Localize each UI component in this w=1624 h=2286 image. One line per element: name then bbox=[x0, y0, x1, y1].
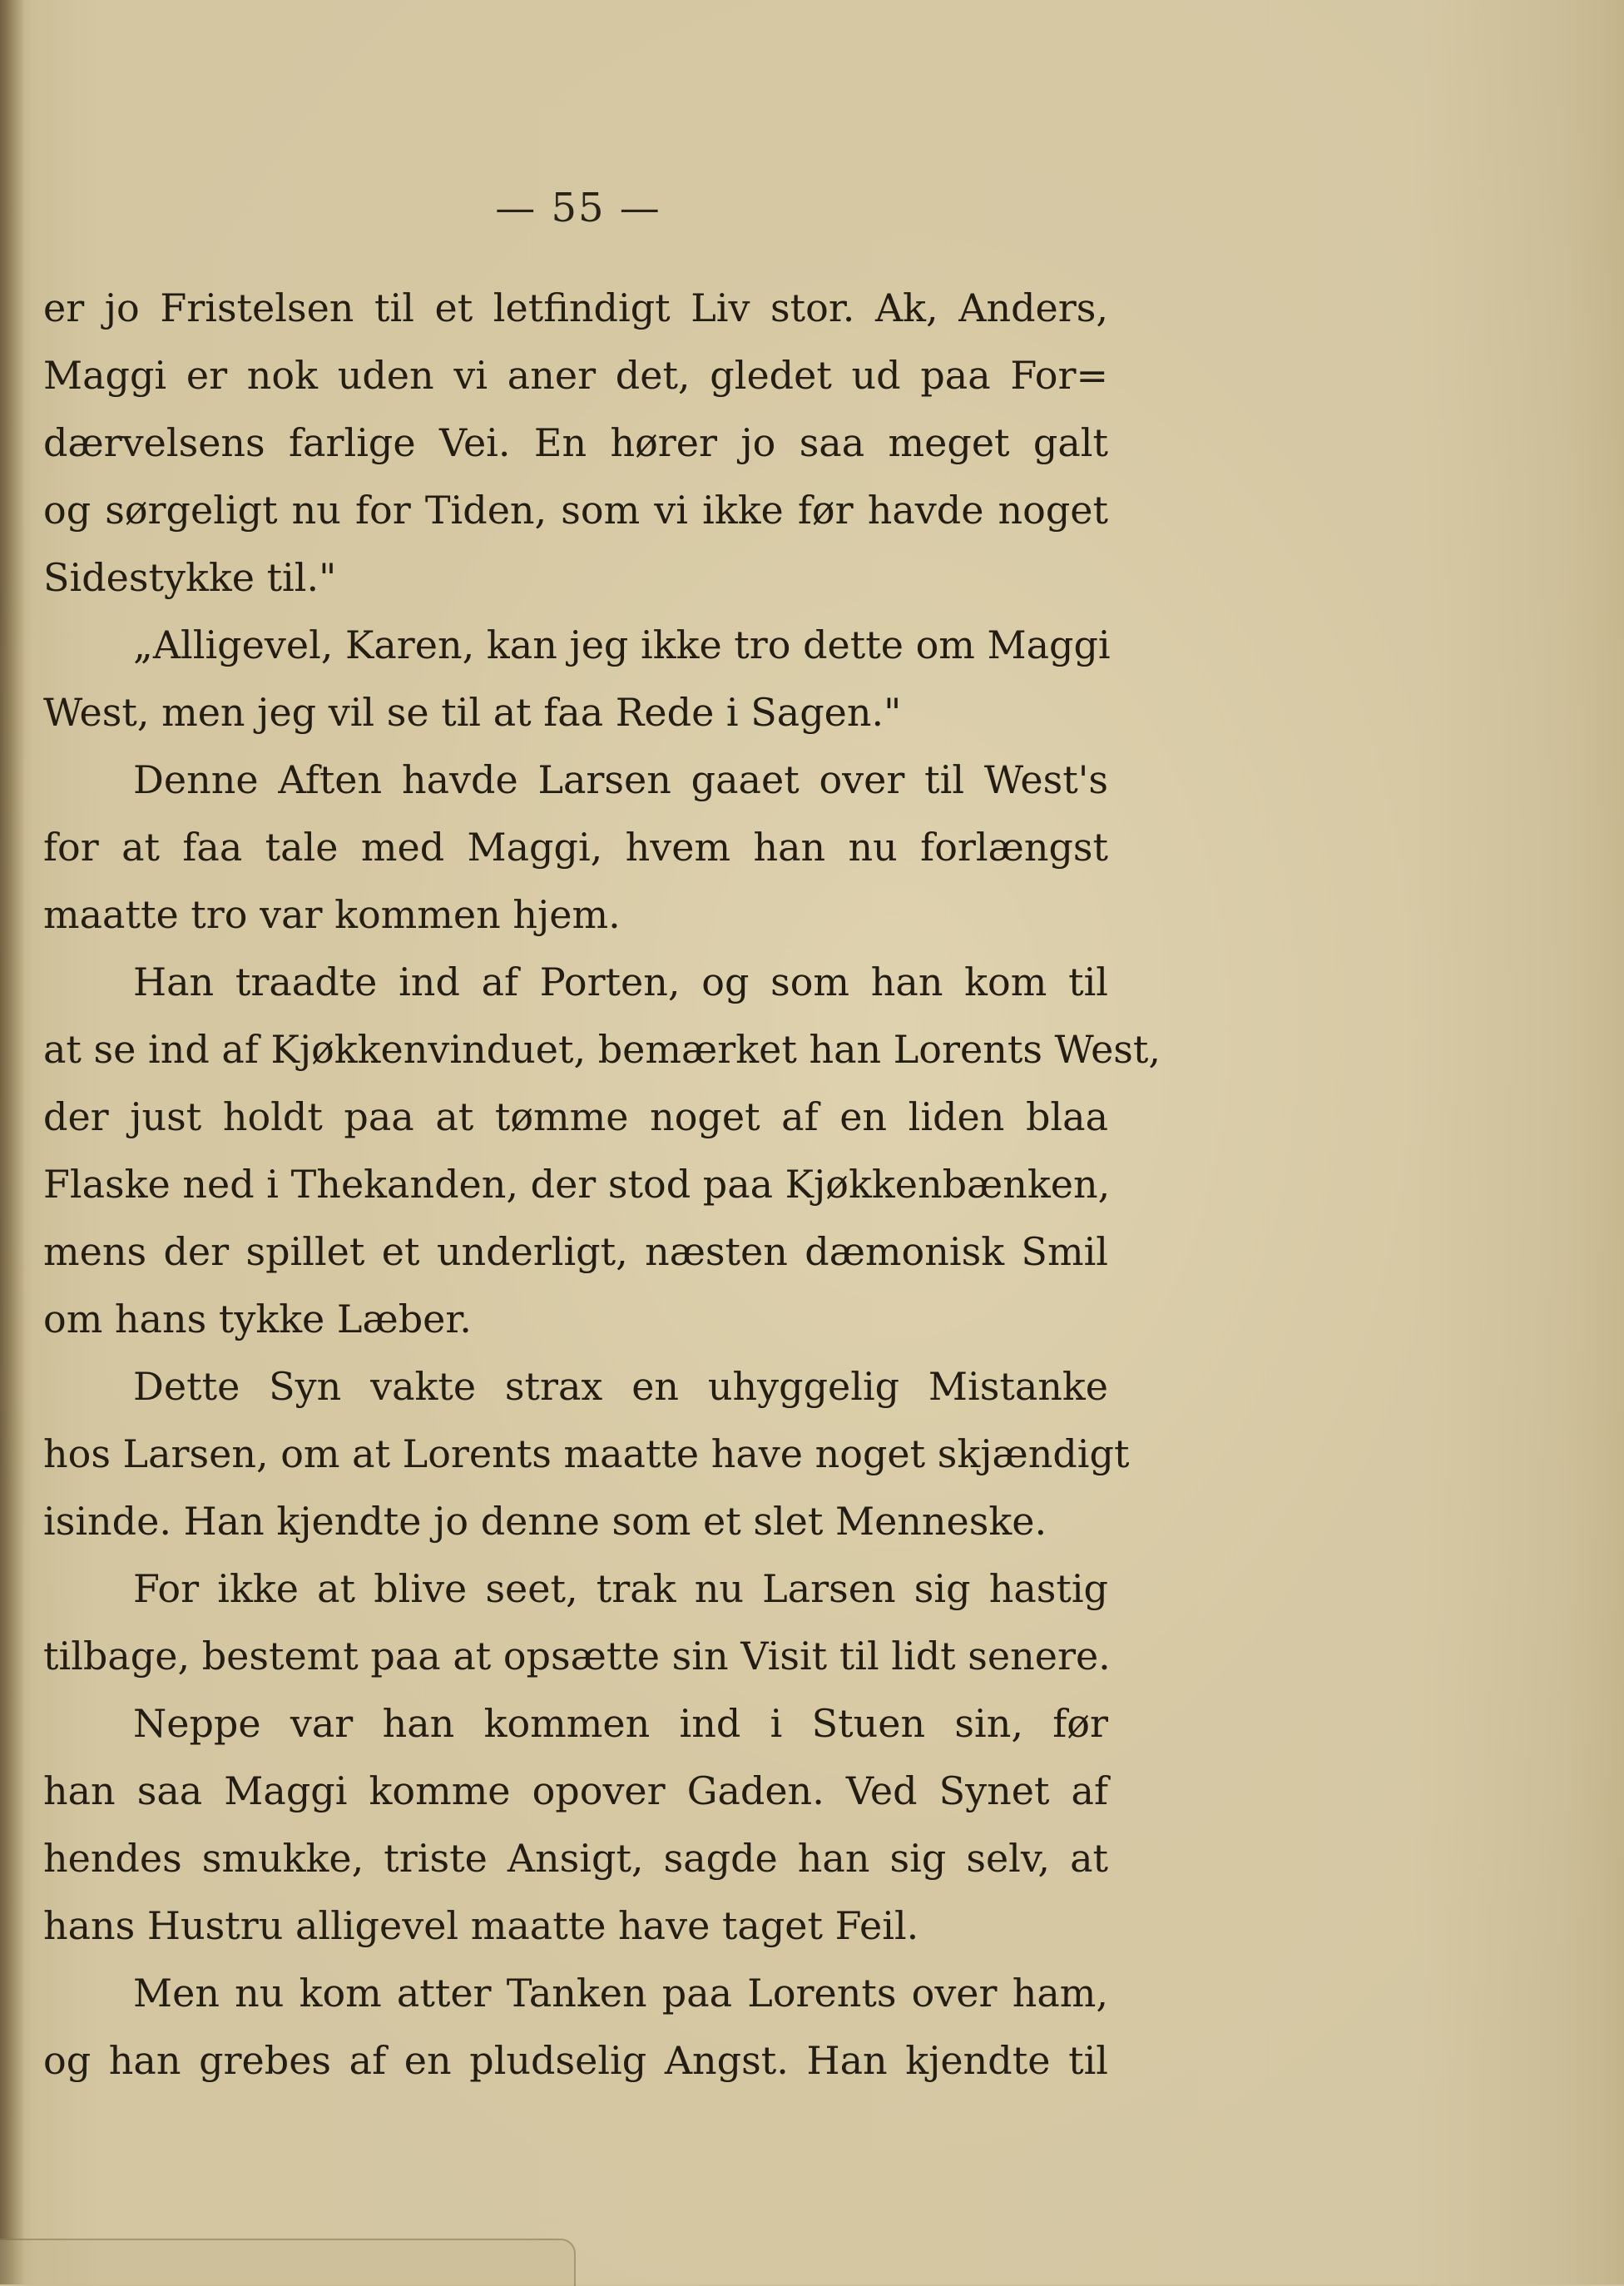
text-line: isinde. Han kjendte jo denne som et slet Menneske. bbox=[43, 1499, 1047, 1544]
text-line: Flaske ned i Thekanden, der stod paa Kjøkkenbænken, bbox=[43, 1162, 1111, 1207]
page-fold bbox=[0, 2239, 576, 2286]
text-line: og han grebes af en pludselig Angst. Han kjendte til bbox=[43, 2038, 1108, 2083]
page-edge-shadow bbox=[0, 0, 25, 2284]
page-number: — 55 — bbox=[495, 185, 661, 231]
text-line: Denne Aften havde Larsen gaaet over til West's bbox=[133, 757, 1108, 802]
text-line: mens der spillet et underligt, næsten dæmonisk Smil bbox=[43, 1229, 1108, 1274]
text-line: tilbage, bestemt paa at opsætte sin Visit til lidt senere. bbox=[43, 1634, 1111, 1679]
body-text bbox=[43, 275, 1161, 2095]
text-line: om hans tykke Læber. bbox=[43, 1297, 472, 1341]
text-line: og sørgeligt nu for Tiden, som vi ikke før havde noget bbox=[43, 488, 1108, 533]
text-line: Men nu kom atter Tanken paa Lorents over ham, bbox=[133, 1971, 1108, 2016]
text-line: dærvelsens farlige Vei. En hører jo saa meget galt bbox=[43, 420, 1108, 465]
text-line: hendes smukke, triste Ansigt, sagde han sig selv, at bbox=[43, 1836, 1108, 1881]
text-line: Dette Syn vakte strax en uhyggelig Mistanke bbox=[133, 1364, 1108, 1409]
text-line: Han traadte ind af Porten, og som han kom til bbox=[133, 960, 1108, 1004]
text-line: Neppe var han kommen ind i Stuen sin, før bbox=[133, 1701, 1108, 1746]
text-line: han saa Maggi komme opover Gaden. Ved Synet af bbox=[43, 1768, 1108, 1813]
text-line: Sidestykke til." bbox=[43, 555, 337, 600]
text-line: at se ind af Kjøkkenvinduet, bemærket han Lorents West, bbox=[43, 1027, 1161, 1072]
text-line: „Alligevel, Karen, kan jeg ikke tro dette om Maggi bbox=[133, 622, 1111, 667]
text-line: hans Hustru alligevel maatte have taget Feil. bbox=[43, 1903, 919, 1948]
text-line: For ikke at blive seet, trak nu Larsen sig hastig bbox=[133, 1566, 1108, 1611]
text-line: Maggi er nok uden vi aner det, gledet ud paa For= bbox=[43, 353, 1108, 398]
text-line: maatte tro var kommen hjem. bbox=[43, 892, 621, 937]
text-line: hos Larsen, om at Lorents maatte have noget skjændigt bbox=[43, 1431, 1130, 1476]
text-line: der just holdt paa at tømme noget af en liden blaa bbox=[43, 1094, 1108, 1139]
text-line: for at faa tale med Maggi, hvem han nu forlængst bbox=[43, 825, 1108, 870]
text-line: er jo Fristelsen til et letfindigt Liv stor. Ak, Anders, bbox=[43, 285, 1108, 330]
text-line: West, men jeg vil se til at faa Rede i Sagen." bbox=[43, 690, 902, 735]
